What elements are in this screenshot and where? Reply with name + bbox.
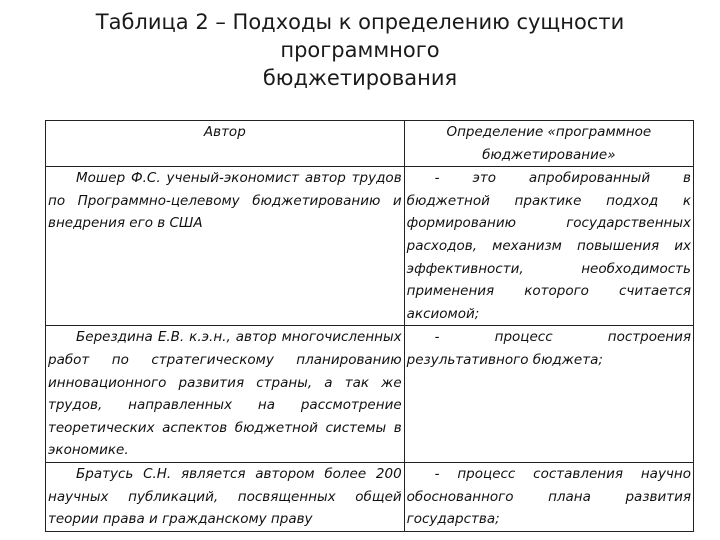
header-author: Автор <box>46 121 405 167</box>
table-row <box>46 326 694 463</box>
row-3-author: Братусь С.Н. является автором более 200 научных публикаций, посвященных общей теории права и гражданскому праву <box>46 462 405 531</box>
title-line-2: программного <box>280 38 440 62</box>
row-2-definition: - процесс построения результативного бюджета; <box>404 326 693 463</box>
row-3-definition: - процесс составления научно обоснованного плана развития государства; <box>404 462 693 531</box>
table-header-row <box>46 121 694 167</box>
header-definition: Определение «программное бюджетирование» <box>404 121 693 167</box>
page-title <box>60 8 660 92</box>
table-row <box>46 462 694 531</box>
row-1-author: Мошер Ф.С. ученый-экономист автор трудов по Программно-целевому бюджетированию и внедрения его в США <box>46 167 405 326</box>
title-line-3: бюджетирования <box>262 66 458 90</box>
approaches-table <box>45 120 694 532</box>
title-line-1: Таблица 2 – Подходы к определению сущности <box>95 10 625 34</box>
table-row <box>46 167 694 326</box>
row-2-author: Берездина Е.В. к.э.н., автор многочисленных работ по стратегическому планированию инновационного развития страны, а так же трудов, направленных на рассмотрение теоретических аспектов бюджетной системы в экономике. <box>46 326 405 463</box>
row-1-definition: - это апробированный в бюджетной практике подход к формированию государственных расходов, механизм повышения их эффективности, необходимость применения которого считается аксиомой; <box>404 167 693 326</box>
